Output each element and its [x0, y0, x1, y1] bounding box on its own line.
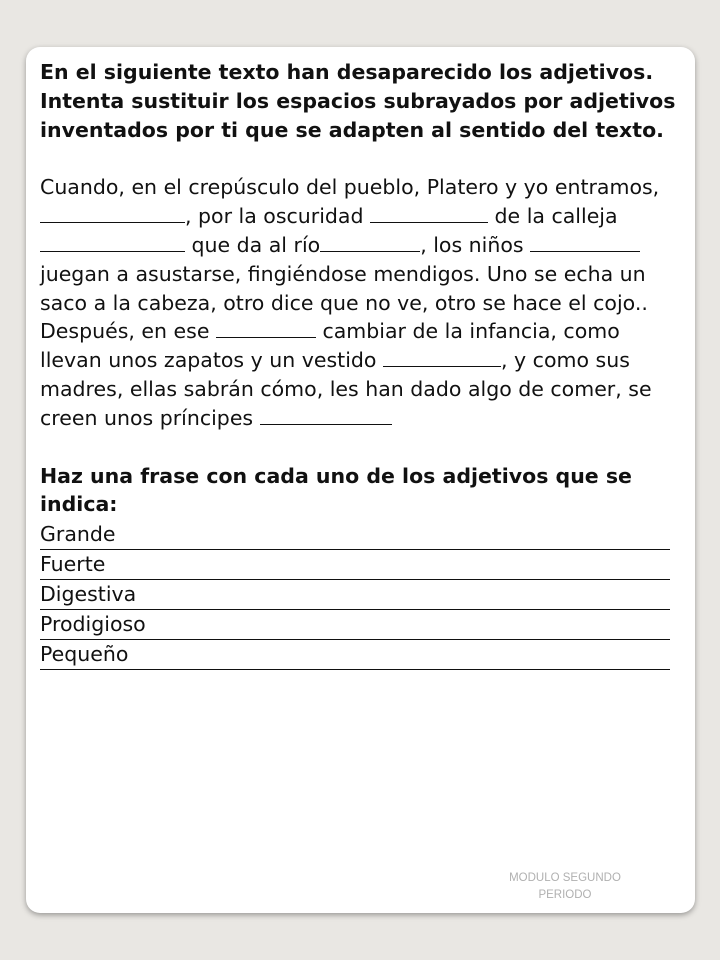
- adjective-label: Digestiva: [40, 582, 137, 607]
- blank-1[interactable]: [40, 203, 185, 223]
- blank-5[interactable]: [530, 232, 640, 252]
- adjective-list: [40, 520, 680, 670]
- answer-line[interactable]: [40, 669, 670, 670]
- passage-text: , los niños: [420, 232, 531, 257]
- blank-3[interactable]: [40, 232, 185, 252]
- passage-paragraph-2: [40, 317, 680, 432]
- footer-label: MODULO SEGUNDO PERIODO: [509, 872, 621, 901]
- worksheet-content: [40, 58, 680, 670]
- passage-text: Después, en ese: [40, 319, 216, 344]
- passage-text: de la calleja: [488, 204, 618, 229]
- adjective-label: Fuerte: [40, 552, 106, 577]
- passage-text: cambiar de la infancia, como llevan unos zapatos y un vestido: [40, 319, 620, 373]
- passage-text: , y como sus madres, ellas sabrán cómo, les han dado algo de comer, se creen unos príncipes: [40, 348, 652, 430]
- passage-paragraph-1: [40, 173, 680, 317]
- blank-6[interactable]: [216, 318, 316, 338]
- passage-text: , por la oscuridad: [185, 204, 371, 229]
- adjective-label: Grande: [40, 522, 116, 547]
- passage-text: juegan a asustarse, fingiéndose mendigos. Uno se echa un saco a la cabeza, otro dice que no ve, otro se hace el cojo..: [40, 261, 648, 315]
- blank-4[interactable]: [320, 232, 420, 252]
- passage-text: Cuando, en el crepúsculo del pueblo, Platero y yo entramos,: [40, 175, 660, 200]
- adjective-label: Pequeño: [40, 642, 129, 667]
- adjective-label: Prodigioso: [40, 612, 146, 637]
- passage-text: que da al río: [185, 232, 321, 257]
- blank-2[interactable]: [370, 203, 488, 223]
- instructions-text: En el siguiente texto han desaparecido los adjetivos. Intenta sustituir los espacios subrayados por adjetivos inventados por ti que se adapten al sentido del texto.: [40, 60, 676, 142]
- blank-7[interactable]: [383, 347, 501, 367]
- blank-8[interactable]: [260, 405, 392, 425]
- exercise-title: Haz una frase con cada uno de los adjetivos que se indica:: [40, 463, 632, 517]
